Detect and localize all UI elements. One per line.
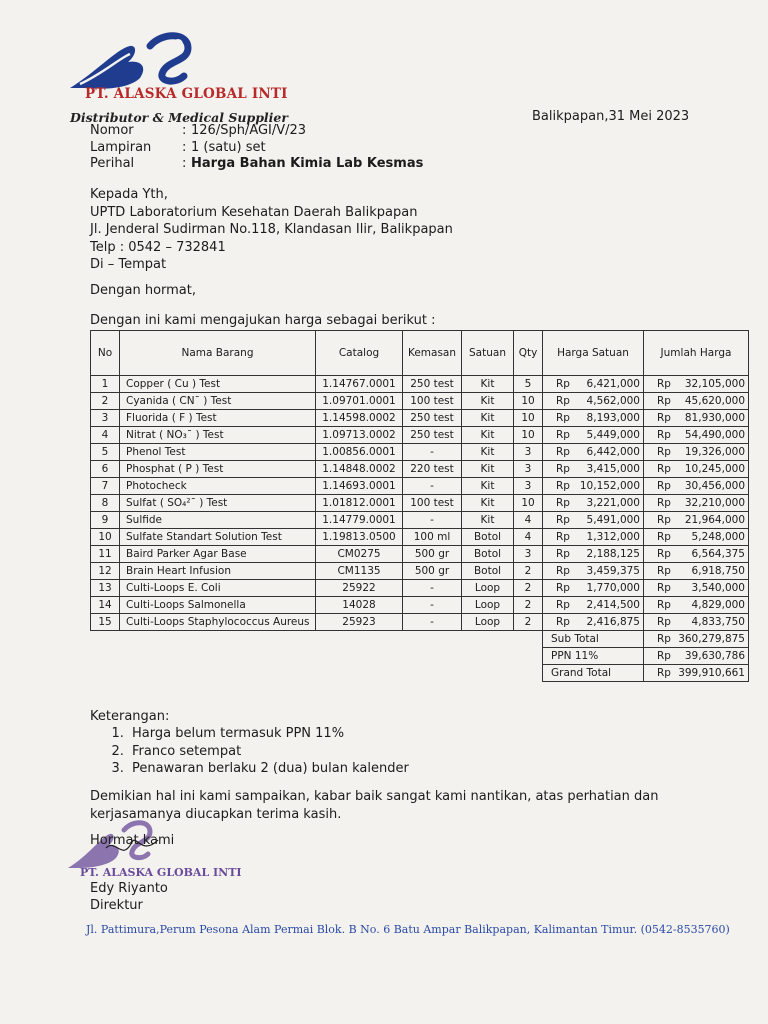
row-satuan: Kit [462,393,514,410]
row-satuan: Kit [462,478,514,495]
greeting: Dengan hormat, [90,283,197,298]
row-satuan: Kit [462,444,514,461]
meta-label: Perihal [90,156,135,171]
meta-label: Lampiran [90,139,152,155]
table-row [91,563,749,580]
signer-title: Direktur [90,898,143,913]
meta-row-nomor [90,123,423,140]
row-catalog: CM1135 [316,563,403,580]
header-kemasan: Kemasan [403,331,462,376]
currency-label: Rp [657,479,671,492]
row-qty: 2 [514,563,543,580]
intro-text: Dengan ini kami mengajukan harga sebagai berikut : [90,313,436,328]
row-name: Phenol Test [120,444,316,461]
amount-value: 2,188,125 [586,547,640,560]
header-no: No [91,331,120,376]
row-catalog: 1.14779.0001 [316,512,403,529]
row-no: 8 [91,495,120,512]
row-satuan: Loop [462,614,514,631]
company-logo-icon [66,26,196,90]
table-row [91,393,749,410]
row-no: 6 [91,461,120,478]
amount-value: 5,449,000 [586,428,640,441]
row-jumlah-harga [644,597,749,614]
row-no: 10 [91,529,120,546]
amount-value: 4,562,000 [586,394,640,407]
row-no: 2 [91,393,120,410]
row-harga-satuan [543,410,644,427]
row-catalog: 1.14598.0002 [316,410,403,427]
currency-label: Rp [657,445,671,458]
row-qty: 3 [514,478,543,495]
table-row [91,597,749,614]
row-qty: 5 [514,376,543,393]
currency-label: Rp [657,377,671,390]
row-harga-satuan [543,393,644,410]
row-harga-satuan [543,512,644,529]
summary-value [644,631,749,648]
recipient-line: Kepada Yth, [90,187,168,202]
amount-value: 3,221,000 [586,496,640,509]
amount-value: 30,456,000 [684,479,745,492]
row-jumlah-harga [644,444,749,461]
amount-value: 10,245,000 [684,462,745,475]
meta-row-lampiran [90,140,423,157]
row-harga-satuan [543,580,644,597]
row-kemasan: 250 test [403,410,462,427]
currency-label: Rp [657,411,671,424]
recipient-block [90,186,453,274]
amount-value: 8,193,000 [586,411,640,424]
currency-label: Rp [657,513,671,526]
row-name: Brain Heart Infusion [120,563,316,580]
price-table [90,330,749,682]
row-name: Sulfate Standart Solution Test [120,529,316,546]
currency-label: Rp [556,445,570,458]
row-qty: 3 [514,444,543,461]
recipient-line: Jl. Jenderal Sudirman No.118, Klandasan Ilir, Balikpapan [90,222,453,237]
amount-value: 6,421,000 [586,377,640,390]
header-jumlah: Jumlah Harga [644,331,749,376]
currency-label: Rp [657,615,671,628]
stamp-company-name: PT. ALASKA GLOBAL INTI [80,866,242,879]
summary-value [644,648,749,665]
row-harga-satuan [543,529,644,546]
currency-label: Rp [657,598,671,611]
row-name: Sulfat ( SO₄²¯ ) Test [120,495,316,512]
row-qty: 10 [514,495,543,512]
signer-block [90,880,168,914]
row-no: 14 [91,597,120,614]
row-qty: 3 [514,546,543,563]
currency-label: Rp [556,530,570,543]
amount-value: 1,312,000 [586,530,640,543]
row-catalog: 1.09713.0002 [316,427,403,444]
currency-label: Rp [556,479,570,492]
row-harga-satuan [543,597,644,614]
meta-row-perihal [90,156,423,173]
currency-label: Rp [556,462,570,475]
row-name: Phosphat ( P ) Test [120,461,316,478]
row-name: Culti-Loops Staphylococcus Aureus [120,614,316,631]
row-kemasan: 250 test [403,376,462,393]
row-name: Baird Parker Agar Base [120,546,316,563]
currency-label: Rp [657,496,671,509]
currency-label: Rp [556,428,570,441]
row-name: Nitrat ( NO₃¯ ) Test [120,427,316,444]
amount-value: 2,414,500 [586,598,640,611]
amount-value: 19,326,000 [684,445,745,458]
currency-label: Rp [657,649,671,662]
row-qty: 3 [514,461,543,478]
row-jumlah-harga [644,563,749,580]
row-kemasan: - [403,478,462,495]
row-satuan: Botol [462,529,514,546]
letter-meta [90,123,423,173]
amount-value: 5,248,000 [691,530,745,543]
currency-label: Rp [657,462,671,475]
currency-label: Rp [657,564,671,577]
row-name: Cyanida ( CN¯ ) Test [120,393,316,410]
table-row [91,495,749,512]
row-catalog: 1.14767.0001 [316,376,403,393]
amount-value: 3,415,000 [586,462,640,475]
currency-label: Rp [556,394,570,407]
row-satuan: Botol [462,546,514,563]
row-name: Culti-Loops E. Coli [120,580,316,597]
meta-label: Nomor [90,123,134,138]
summary-label: Sub Total [543,631,644,648]
row-satuan: Kit [462,512,514,529]
row-no: 11 [91,546,120,563]
note-item: 3. Penawaran berlaku 2 (dua) bulan kalender [128,760,409,778]
row-kemasan: 250 test [403,427,462,444]
summary-value [644,665,749,682]
row-no: 13 [91,580,120,597]
row-satuan: Kit [462,461,514,478]
recipient-line: Di – Tempat [90,257,167,272]
amount-value: 360,279,875 [678,632,745,645]
currency-label: Rp [657,428,671,441]
row-kemasan: 100 test [403,393,462,410]
amount-value: 6,564,375 [691,547,745,560]
row-catalog: 1.19813.0500 [316,529,403,546]
amount-value: 10,152,000 [579,479,640,492]
note-item: 1. Harga belum termasuk PPN 11% [128,725,409,743]
table-row [91,529,749,546]
meta-value: 126/Sph/AGI/V/23 [191,123,307,138]
row-harga-satuan [543,495,644,512]
row-satuan: Loop [462,597,514,614]
row-no: 5 [91,444,120,461]
recipient-line: UPTD Laboratorium Kesehatan Daerah Balikpapan [90,204,418,220]
currency-label: Rp [556,496,570,509]
table-row [91,461,749,478]
currency-label: Rp [657,581,671,594]
currency-label: Rp [556,411,570,424]
meta-separator: : [182,139,187,155]
place-date: Balikpapan,31 Mei 2023 [532,109,690,124]
amount-value: 54,490,000 [684,428,745,441]
company-tagline: Distributor & Medical Supplier [70,110,288,125]
header-harga-satuan: Harga Satuan [543,331,644,376]
amount-value: 4,829,000 [691,598,745,611]
row-catalog: 25923 [316,614,403,631]
summary-label: PPN 11% [543,648,644,665]
row-catalog: 25922 [316,580,403,597]
meta-value: 1 (satu) set [191,139,266,155]
summary-row [91,648,749,665]
row-harga-satuan [543,427,644,444]
row-kemasan: 100 test [403,495,462,512]
row-qty: 10 [514,393,543,410]
row-kemasan: - [403,597,462,614]
header-qty: Qty [514,331,543,376]
row-qty: 10 [514,427,543,444]
row-qty: 4 [514,529,543,546]
row-kemasan: 220 test [403,461,462,478]
closing-paragraph: Demikian hal ini kami sampaikan, kabar baik sangat kami nantikan, atas perhatian dan kerjasamanya diucapkan terima kasih. [90,789,659,822]
summary-row [91,665,749,682]
recipient-line: Telp : 0542 – 732841 [90,239,226,255]
header-name: Nama Barang [120,331,316,376]
table-row [91,614,749,631]
currency-label: Rp [657,547,671,560]
meta-value: Harga Bahan Kimia Lab Kesmas [191,156,424,171]
table-row [91,580,749,597]
meta-separator: : [182,156,187,171]
notes-list [90,725,409,778]
row-catalog: 14028 [316,597,403,614]
row-kemasan: - [403,512,462,529]
amount-value: 81,930,000 [684,411,745,424]
row-name: Sulfide [120,512,316,529]
row-catalog: CM0275 [316,546,403,563]
table-header-row [91,331,749,376]
row-jumlah-harga [644,393,749,410]
table-row [91,546,749,563]
currency-label: Rp [657,394,671,407]
amount-value: 2,416,875 [586,615,640,628]
row-no: 1 [91,376,120,393]
meta-separator: : [182,123,187,138]
currency-label: Rp [556,547,570,560]
currency-label: Rp [556,564,570,577]
currency-label: Rp [556,615,570,628]
row-no: 15 [91,614,120,631]
row-satuan: Kit [462,410,514,427]
row-harga-satuan [543,563,644,580]
currency-label: Rp [657,632,671,645]
row-jumlah-harga [644,376,749,393]
row-jumlah-harga [644,495,749,512]
row-jumlah-harga [644,529,749,546]
row-qty: 2 [514,580,543,597]
currency-label: Rp [556,581,570,594]
amount-value: 21,964,000 [684,513,745,526]
row-no: 4 [91,427,120,444]
notes-title: Keterangan: [90,709,170,724]
row-no: 3 [91,410,120,427]
amount-value: 32,210,000 [684,496,745,509]
amount-value: 1,770,000 [586,581,640,594]
row-harga-satuan [543,546,644,563]
row-jumlah-harga [644,461,749,478]
row-catalog: 1.14693.0001 [316,478,403,495]
currency-label: Rp [556,377,570,390]
row-harga-satuan [543,376,644,393]
row-name: Copper ( Cu ) Test [120,376,316,393]
row-harga-satuan [543,614,644,631]
row-name: Fluorida ( F ) Test [120,410,316,427]
row-harga-satuan [543,444,644,461]
row-kemasan: 500 gr [403,563,462,580]
row-harga-satuan [543,461,644,478]
row-kemasan: - [403,580,462,597]
amount-value: 399,910,661 [678,666,745,679]
currency-label: Rp [556,513,570,526]
row-satuan: Loop [462,580,514,597]
amount-value: 5,491,000 [586,513,640,526]
row-catalog: 1.00856.0001 [316,444,403,461]
row-jumlah-harga [644,410,749,427]
signer-name: Edy Riyanto [90,881,168,896]
row-jumlah-harga [644,580,749,597]
row-jumlah-harga [644,614,749,631]
summary-label: Grand Total [543,665,644,682]
amount-value: 4,833,750 [691,615,745,628]
amount-value: 6,442,000 [586,445,640,458]
amount-value: 6,918,750 [691,564,745,577]
table-row [91,444,749,461]
amount-value: 39,630,786 [684,649,745,662]
table-row [91,410,749,427]
amount-value: 45,620,000 [684,394,745,407]
row-qty: 4 [514,512,543,529]
header-catalog: Catalog [316,331,403,376]
row-no: 12 [91,563,120,580]
row-catalog: 1.14848.0002 [316,461,403,478]
row-qty: 10 [514,410,543,427]
amount-value: 32,105,000 [684,377,745,390]
signoff: Hormat kami [90,833,175,848]
row-jumlah-harga [644,512,749,529]
currency-label: Rp [657,666,671,679]
row-satuan: Kit [462,495,514,512]
row-catalog: 1.01812.0001 [316,495,403,512]
row-jumlah-harga [644,427,749,444]
row-jumlah-harga [644,478,749,495]
table-row [91,427,749,444]
table-row [91,478,749,495]
row-jumlah-harga [644,546,749,563]
amount-value: 3,459,375 [586,564,640,577]
header-satuan: Satuan [462,331,514,376]
row-satuan: Botol [462,563,514,580]
row-catalog: 1.09701.0001 [316,393,403,410]
row-kemasan: 100 ml [403,529,462,546]
summary-spacer [91,631,543,648]
summary-spacer [91,665,543,682]
note-item: 2. Franco setempat [128,743,409,761]
table-row [91,512,749,529]
currency-label: Rp [556,598,570,611]
row-name: Photocheck [120,478,316,495]
currency-label: Rp [657,530,671,543]
notes-block [90,708,409,778]
row-kemasan: - [403,444,462,461]
amount-value: 3,540,000 [691,581,745,594]
footer-address: Jl. Pattimura,Perum Pesona Alam Permai Blok. B No. 6 Batu Ampar Balikpapan, Kalimantan Timur. (0542-8535760) [86,923,730,936]
row-qty: 2 [514,614,543,631]
summary-row [91,631,749,648]
row-qty: 2 [514,597,543,614]
row-kemasan: 500 gr [403,546,462,563]
row-kemasan: - [403,614,462,631]
table-row [91,376,749,393]
row-name: Culti-Loops Salmonella [120,597,316,614]
row-no: 7 [91,478,120,495]
company-name: PT. ALASKA GLOBAL INTI [85,86,288,102]
summary-spacer [91,648,543,665]
table-body [91,376,749,682]
row-no: 9 [91,512,120,529]
row-satuan: Kit [462,427,514,444]
row-harga-satuan [543,478,644,495]
row-satuan: Kit [462,376,514,393]
